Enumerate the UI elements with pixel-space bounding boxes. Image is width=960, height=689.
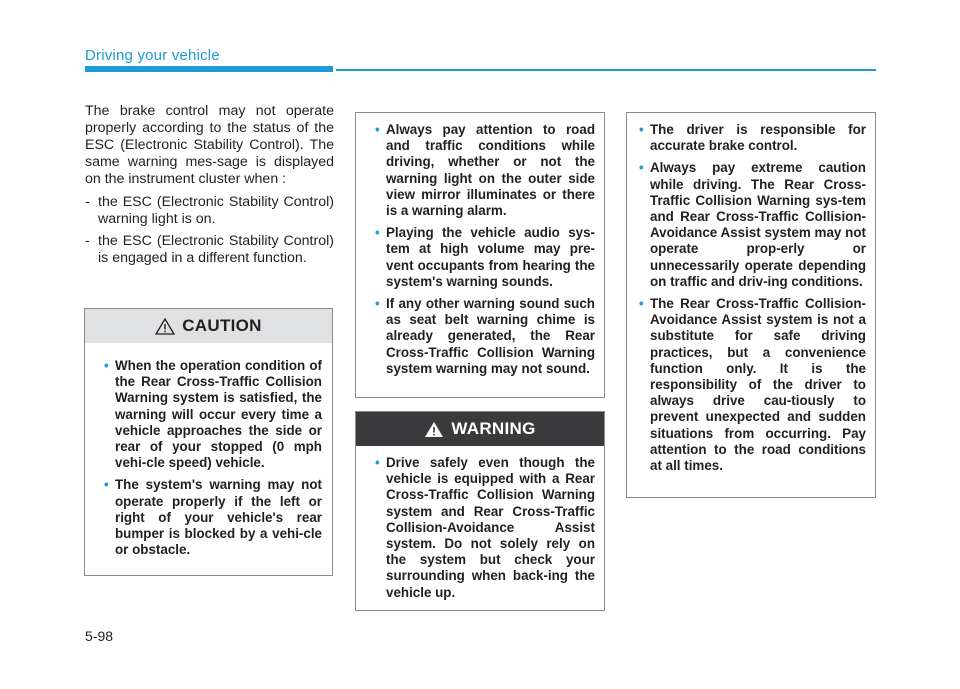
bullet-dot: • [639, 122, 644, 137]
warning-item-text: Drive safely even though the vehicle is equipped with a Rear Cross-Traffic Collision Warning system and Rear Cross-Traffic Collision-Avoidance Assist system. Do not solely rely on the system but check your surrounding when back-ing the vehicle up. [386, 455, 595, 600]
intro-text [85, 103, 334, 272]
list-item [375, 455, 595, 601]
list-item [104, 358, 322, 471]
list-item [639, 122, 866, 154]
list-item [639, 160, 866, 290]
bullet-dot: • [104, 477, 109, 493]
list-item [375, 296, 595, 377]
list-item [104, 477, 322, 558]
warning-box [355, 411, 605, 611]
caution-title: CAUTION [182, 316, 262, 335]
bullet-dot: • [375, 225, 380, 241]
middle-note-text: If any other warning sound such as seat belt warning chime is already generated, the Rear Cross-Traffic Collision Warning system warning may not sound. [386, 296, 595, 376]
list-item [375, 122, 595, 219]
right-note-text: The driver is responsible for accurate brake control. [650, 122, 866, 154]
list-item [85, 233, 334, 267]
intro-item-text: the ESC (Electronic Stability Control) warning light is on. [98, 194, 334, 227]
middle-note-text: Always pay attention to road and traffic conditions while driving, whether or not the warning light on the outer side view mirror illuminates or there is a warning alarm. [386, 122, 595, 219]
right-note-text: Always pay extreme caution while driving. The Rear Cross-Traffic Collision Warning sys-tem and Rear Cross-Traffic Collision-Avoidance Assist system may not operate prop-erly or unnecessarily operate depending on traffic and driv-ing conditions. [650, 160, 866, 289]
bullet-dot: • [375, 122, 380, 137]
header-rule-thin [336, 69, 876, 71]
bullet-dot: • [375, 455, 380, 470]
warning-list [356, 446, 604, 601]
bullet-dot: • [639, 296, 644, 312]
header-rule-thick [85, 66, 333, 72]
caution-item-text: The system's warning may not operate properly if the left or right of your vehicle's rear bumper is blocked by a vehi-cle or obstacle. [115, 477, 322, 558]
list-item [85, 194, 334, 228]
right-notes-box [626, 112, 876, 498]
caution-item-text: When the operation condition of the Rear Cross-Traffic Collision Warning system is satisfied, the warning will occur every time a vehicle approaches the side or rear of your stopped (0 mph vehi-cle speed) vehicle. [115, 358, 322, 471]
warning-title: WARNING [451, 419, 536, 438]
right-notes-list [627, 113, 875, 474]
dash-marker: - [85, 233, 90, 249]
middle-notes-box [355, 112, 605, 398]
warning-header [356, 412, 604, 446]
intro-item-text: the ESC (Electronic Stability Control) is engaged in a different function. [98, 233, 334, 266]
list-item [639, 296, 866, 474]
middle-notes-list [356, 113, 604, 377]
intro-paragraph: The brake control may not operate properly according to the status of the ESC (Electronic Stability Control). The same warning mes-sage is displayed on the instrument cluster when : [85, 103, 334, 187]
dash-marker: - [85, 194, 90, 210]
right-note-text: The Rear Cross-Traffic Collision-Avoidance Assist system is not a substitute for safe driving practices, but a convenience function only. It is the responsibility of the driver to always drive cau-tiously to prevent unexpected and sudden situations from occurring. Pay attention to the road conditions at all times. [650, 296, 866, 474]
caution-box [84, 308, 333, 576]
warning-triangle-icon [424, 421, 444, 438]
list-item [375, 225, 595, 290]
middle-note-text: Playing the vehicle audio sys-tem at high volume may pre-vent occupants from hearing the system's warning sounds. [386, 225, 595, 289]
page-number: 5-98 [85, 628, 114, 644]
bullet-dot: • [104, 358, 109, 373]
bullet-dot: • [639, 160, 644, 176]
caution-triangle-icon [155, 318, 175, 335]
caution-list [85, 343, 332, 558]
intro-list [85, 194, 334, 267]
section-title: Driving your vehicle [85, 47, 220, 64]
bullet-dot: • [375, 296, 380, 312]
caution-header [85, 309, 332, 343]
